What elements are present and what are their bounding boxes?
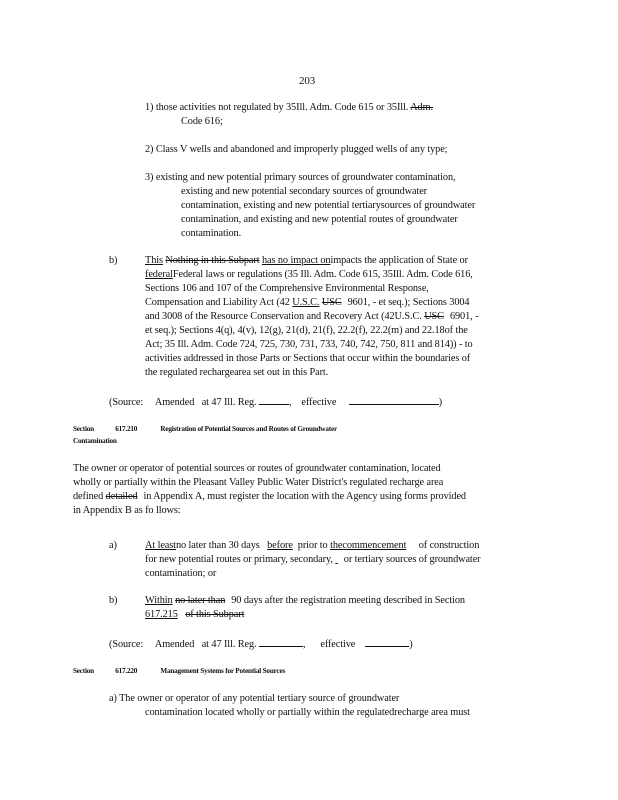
inserted-text: the — [330, 540, 343, 551]
struck-text: of this Subpart — [185, 609, 245, 620]
item-a-line3: contamination; or — [145, 568, 217, 579]
source-note-2 — [109, 636, 413, 652]
paragraph-210-line4: in Appendix B as fo llows: — [73, 505, 181, 516]
text-run: and 3008 of the Resource Conservation and Recovery Act (42U.S.C. — [145, 311, 422, 322]
inserted-text: has no impact on — [261, 255, 331, 266]
list-item-3 — [145, 171, 456, 185]
paragraph-220-line2: contamination located wholly or partially within the regulatedrecharge area must — [145, 707, 470, 718]
inserted-text: This — [145, 255, 163, 266]
amended-label: Amended — [154, 397, 195, 408]
paragraph-b-line2 — [145, 268, 473, 282]
effective-label: effective — [320, 639, 356, 650]
list-item-3-line3: contamination, existing and new potential tertiarysources of groundwater — [181, 200, 476, 211]
section-title: Management Systems for Potential Sources — [160, 667, 286, 675]
text-run: The owner or operator of any potential tertiary source of groundwater — [119, 693, 400, 704]
section-heading-210 — [73, 423, 337, 435]
struck-text: Adm. — [410, 102, 433, 113]
inserted-text: before — [267, 540, 293, 551]
text-run: defined — [73, 491, 104, 502]
text-run: 6901, - — [449, 311, 479, 322]
struck-text: detailed — [105, 491, 138, 502]
paragraph-b-label: b) — [109, 255, 118, 266]
item-label: a) — [109, 693, 117, 704]
inserted-text: federal — [145, 269, 173, 280]
text-run: Compensation and Liability Act (42 — [145, 297, 290, 308]
source-label: (Source: — [109, 639, 144, 650]
inserted-text: commencement — [342, 540, 407, 551]
list-item-text: existing and new potential primary sources of groundwater contamination, — [155, 172, 456, 183]
list-item-text: those activities not regulated by 35Ill. Adm. Code 615 or 35Ill. — [155, 102, 409, 113]
text-run: in Appendix A, must register the location with the Agency using forms provided — [143, 491, 466, 502]
paragraph-b-line8: activities addressed in those Parts or Sections that occur within the boundaries of — [145, 353, 471, 364]
source-note-1 — [109, 394, 442, 410]
inserted-text: 617.215 — [145, 609, 178, 620]
section-heading-220 — [73, 665, 285, 677]
amended-label: Amended — [154, 639, 195, 650]
text-run: later than 30 days — [188, 540, 260, 551]
struck-text: Nothing in this Subpart — [165, 255, 260, 266]
section-title: Registration of Potential Sources and Routes of Groundwater — [160, 425, 337, 433]
register-blank — [259, 636, 303, 647]
paragraph-b-line4 — [145, 296, 470, 310]
list-item-text: Class V wells and abandoned and improperly plugged wells of any type; — [155, 144, 448, 155]
paragraph-220-line1 — [109, 692, 399, 706]
effective-date-blank — [365, 636, 409, 647]
register-reference: at 47 Ill. Reg. — [201, 639, 257, 650]
source-label: (Source: — [109, 397, 144, 408]
list-item-number: 2) — [145, 144, 154, 155]
section-code: 617.210 — [115, 425, 138, 433]
comma: , — [289, 397, 292, 408]
effective-date-blank — [349, 394, 439, 405]
struck-text: no — [175, 540, 187, 551]
struck-text: USC — [424, 311, 444, 322]
list-item-3-line4: contamination, and existing and new potential routes of groundwater — [181, 214, 458, 225]
struck-text: impacts the application of State or — [330, 255, 468, 266]
struck-text: prior to — [297, 540, 328, 551]
text-run: of construction — [418, 540, 480, 551]
paragraph-b-line3: Sections 106 and 107 of the Comprehensive Environmental Response, — [145, 283, 429, 294]
list-item-3-line2: existing and new potential secondary sources of groundwater — [181, 186, 428, 197]
text-run: or tertiary sources of groundwater — [343, 554, 481, 565]
list-item-3-line5: contamination. — [181, 228, 242, 239]
item-a-label: a) — [109, 540, 117, 551]
item-b-line2 — [145, 608, 250, 622]
close-paren: ) — [409, 639, 413, 650]
item-b-line1 — [145, 594, 465, 608]
close-paren: ) — [438, 397, 443, 408]
text-run: for new potential routes or primary, secondary, — [145, 554, 333, 565]
item-a-line2 — [145, 553, 481, 567]
struck-text: USC — [321, 297, 342, 308]
page-number: 203 — [299, 75, 316, 87]
list-item-number: 1) — [145, 102, 154, 113]
comma: , — [303, 639, 306, 650]
paragraph-b-line6: et seq.); Sections 4(q), 4(v), 12(g), 21(d), 21(f), 22.2(f), 22.2(m) and 22.18of the — [145, 325, 468, 336]
inserted-space — [335, 553, 341, 567]
list-item-1 — [145, 101, 455, 115]
text-run: 90 days after the registration meeting described in Section — [231, 595, 465, 606]
register-reference: at 47 Ill. Reg. — [201, 397, 257, 408]
inserted-text: U.S.C. — [292, 297, 320, 308]
struck-text: Federal laws or regulations (35 Ill. Adm. Code 615, 35Ill. Adm. Code 616, — [172, 269, 473, 280]
paragraph-b-line5 — [145, 310, 478, 324]
list-item-1-line2: Code 616; — [181, 116, 223, 127]
item-a-line1 — [145, 539, 479, 553]
paragraph-210-line1: The owner or operator of potential sources or routes of groundwater contamination, located — [73, 463, 441, 474]
list-item-2 — [145, 143, 447, 157]
struck-text: no later than — [175, 595, 226, 606]
paragraph-b-line9: the regulated rechargearea set out in this Part. — [145, 367, 329, 378]
section-heading-210-line2: Contamination — [73, 437, 117, 445]
register-blank — [259, 394, 289, 405]
inserted-text: Within — [145, 595, 173, 606]
list-item-number: 3) — [145, 172, 154, 183]
section-code: 617.220 — [115, 667, 138, 675]
section-label: Section — [73, 667, 94, 675]
effective-label: effective — [301, 397, 337, 408]
paragraph-210-line2: wholly or partially within the Pleasant Valley Public Water District's regulated recharge area — [73, 477, 444, 488]
inserted-text: At least — [145, 540, 176, 551]
text-run: 9601, - et seq.); Sections 3004 — [347, 297, 470, 308]
paragraph-b-line7: Act; 35 Ill. Adm. Code 724, 725, 730, 731, 733, 740, 742, 750, 811 and 814)) - to — [145, 339, 473, 350]
item-b-label: b) — [109, 595, 118, 606]
paragraph-b-line1 — [145, 254, 468, 268]
paragraph-210-line3 — [73, 490, 466, 504]
section-label: Section — [73, 425, 94, 433]
